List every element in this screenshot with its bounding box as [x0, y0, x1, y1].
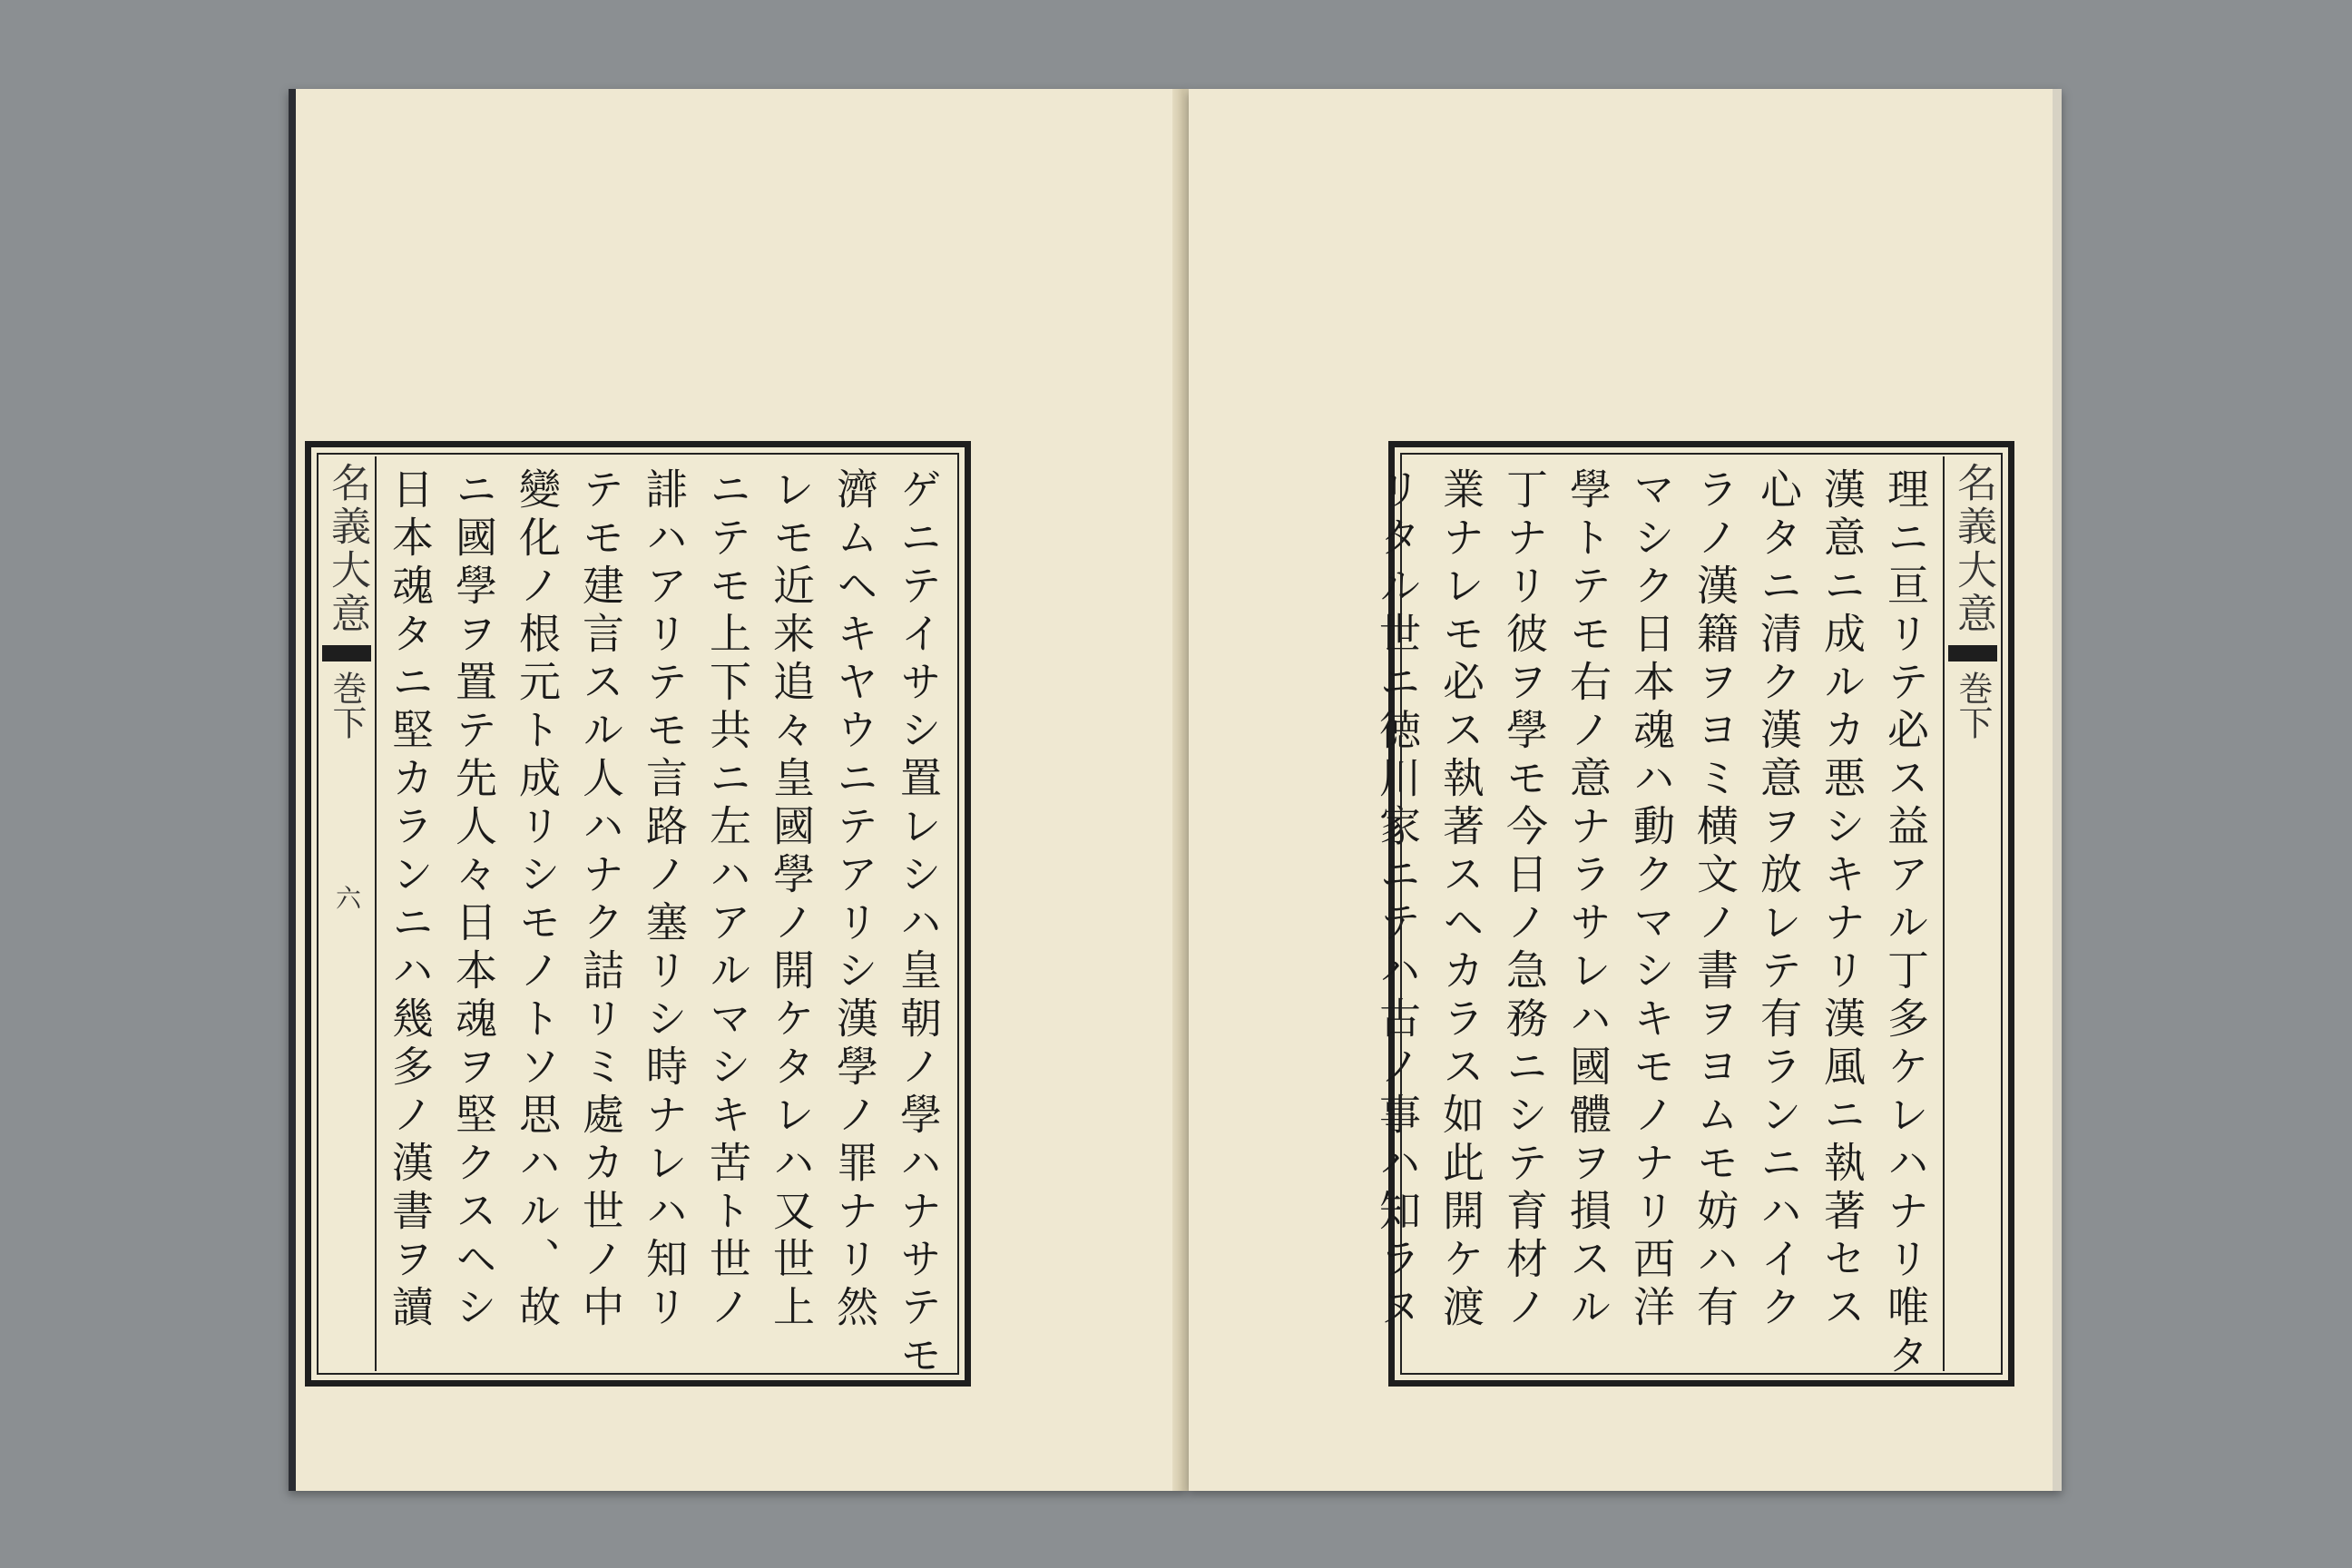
text-column: レモ近来追々皇國學ノ開ケタレハ又世上	[767, 467, 816, 1333]
right-page-text	[1373, 467, 1937, 1381]
text-column: 學トテモ右ノ意ナラサレハ國體ヲ損スル	[1563, 467, 1612, 1333]
header-divider	[322, 645, 371, 662]
text-column: 變化ノ根元ト成リシモノトソ思ハル、故	[513, 467, 562, 1333]
left-page-text	[384, 467, 950, 1381]
text-column: 丁ナリ彼ヲ學モ今日ノ急務ニシテ育材ノ	[1500, 467, 1549, 1333]
left-text-frame	[305, 441, 971, 1387]
text-column: ゲニテイサシ置レシハ皇朝ノ學ハナサテモ	[894, 467, 943, 1381]
left-page-header	[317, 456, 377, 1371]
header-title: 名義大意	[1950, 462, 1996, 636]
open-book	[289, 89, 2060, 1491]
right-page-header	[1943, 456, 2003, 1371]
text-column: ラノ漢籍ヲヨミ横文ノ書ヲヨムモ妨ハ有	[1690, 467, 1740, 1333]
header-volume: 巻下	[1953, 671, 1993, 740]
page-number: 六	[332, 885, 362, 910]
text-column: 理ニ亘リテ必ス益アル丁多ケレハナリ唯タ	[1881, 467, 1930, 1381]
text-column: テモ建言スル人ハナク詰リミ處カ世ノ中	[576, 467, 625, 1333]
header-title: 名義大意	[324, 462, 370, 636]
text-column: 心タニ清ク漢意ヲ放レテ有ランニハイク	[1754, 467, 1803, 1333]
text-column: リタル世ニ徳川家ニテハ古ノ事ハ知ラヌ	[1373, 467, 1422, 1333]
text-column: 濟ムヘキヤウニテアリシ漢學ノ罪ナリ然	[830, 467, 879, 1333]
text-column: マシク日本魂ハ動クマシキモノナリ西洋	[1627, 467, 1676, 1333]
text-column: ニ國學ヲ置テ先人々日本魂ヲ堅クスヘシ	[449, 467, 498, 1333]
header-volume: 巻下	[327, 671, 367, 740]
header-divider	[1948, 645, 1997, 662]
right-leaf	[1189, 89, 2062, 1491]
text-column: 業ナレモ必ス執著スヘカラス如此開ケ渡	[1436, 467, 1485, 1333]
right-text-frame	[1373, 441, 2014, 1387]
text-column: 誹ハアリテモ言路ノ塞リシ時ナレハ知リ	[640, 467, 689, 1333]
left-leaf	[289, 89, 1187, 1491]
text-column: 日本魂タニ堅カランニハ幾多ノ漢書ヲ讀	[386, 467, 435, 1333]
text-column: ニテモ上下共ニ左ハアルマシキ苦ト世ノ	[703, 467, 752, 1333]
text-column: 漢意ニ成ルカ悪シキナリ漢風ニ執著セス	[1818, 467, 1867, 1333]
